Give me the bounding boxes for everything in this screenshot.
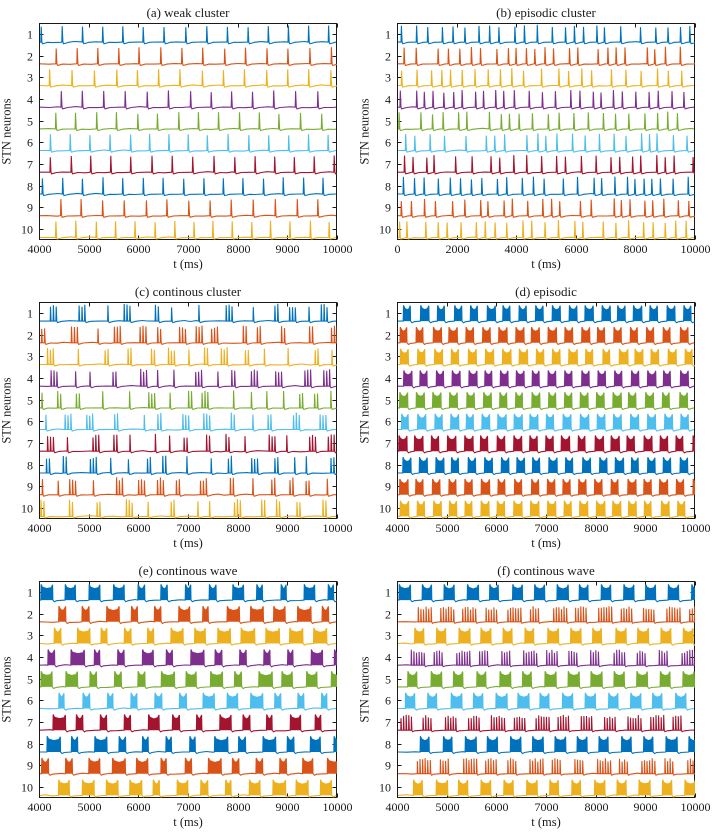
x-tick-label: 8000 xyxy=(623,242,648,256)
x-tick-label: 5000 xyxy=(77,521,102,535)
y-tick-label: 4 xyxy=(385,92,391,107)
panel-title: (b) episodic cluster xyxy=(496,5,596,20)
x-tick-label: 6000 xyxy=(126,521,151,535)
x-tick-label: 6000 xyxy=(484,800,509,814)
x-tick-label: 5000 xyxy=(77,800,102,814)
neuron-burst-fill-2 xyxy=(59,606,329,622)
y-tick-label: 5 xyxy=(27,672,33,687)
neuron-trace-5 xyxy=(40,112,336,130)
neuron-trace-1 xyxy=(40,304,336,323)
x-axis-label: t (ms) xyxy=(173,815,203,829)
plot-box xyxy=(40,24,337,240)
x-axis-label: t (ms) xyxy=(531,536,561,550)
neuron-burst-fill-9 xyxy=(400,479,701,495)
panel-c xyxy=(0,279,358,558)
x-tick-label: 8000 xyxy=(584,800,609,814)
panel-e xyxy=(0,558,358,837)
x-tick-label: 10000 xyxy=(322,800,353,814)
x-tick-label: 7000 xyxy=(534,521,559,535)
y-tick-label: 7 xyxy=(27,157,33,172)
y-tick-label: 10 xyxy=(379,501,391,516)
y-tick-label: 6 xyxy=(27,135,33,150)
neuron-trace-4 xyxy=(398,90,694,109)
y-tick-label: 1 xyxy=(27,585,33,600)
x-tick-label: 6000 xyxy=(484,521,509,535)
y-tick-label: 3 xyxy=(27,349,33,364)
y-tick-label: 2 xyxy=(27,607,33,622)
y-tick-label: 1 xyxy=(27,27,33,42)
neuron-trace-7 xyxy=(398,155,699,174)
x-tick-label: 10000 xyxy=(680,242,711,256)
y-axis-label: STN neurons xyxy=(358,98,372,165)
traces xyxy=(398,25,699,239)
y-tick-label: 3 xyxy=(385,70,391,85)
neuron-trace-9 xyxy=(40,758,345,775)
x-tick-label: 0 xyxy=(394,242,401,256)
y-tick-label: 6 xyxy=(385,414,391,429)
panel-title: (c) continous cluster xyxy=(134,284,242,299)
y-axis-label: STN neurons xyxy=(358,377,372,444)
y-tick-label: 3 xyxy=(27,628,33,643)
x-tick-label: 10000 xyxy=(680,521,711,535)
traces xyxy=(40,304,343,518)
panel-f xyxy=(358,558,716,837)
y-tick-label: 8 xyxy=(385,179,391,194)
neuron-trace-9 xyxy=(40,199,336,217)
panel-title: (d) episodic xyxy=(515,284,577,299)
axes xyxy=(398,24,696,240)
panel-cell-b xyxy=(358,0,716,279)
x-tick-label: 6000 xyxy=(564,242,589,256)
x-tick-label: 9000 xyxy=(275,800,300,814)
neuron-trace-7 xyxy=(40,156,340,174)
plot-box xyxy=(40,303,337,519)
neuron-trace-1 xyxy=(398,584,704,601)
neuron-trace-7 xyxy=(398,715,694,732)
x-tick-label: 7000 xyxy=(176,242,201,256)
y-tick-label: 7 xyxy=(27,436,33,451)
neuron-burst-fill-3 xyxy=(415,628,694,644)
neuron-burst-fill-10 xyxy=(58,780,331,796)
neuron-trace-10 xyxy=(398,220,694,239)
neuron-trace-2 xyxy=(40,47,338,65)
neuron-trace-8 xyxy=(40,456,340,475)
panel-cell-e xyxy=(0,558,358,838)
panel-cell-f xyxy=(358,558,716,838)
neuron-burst-fill-5 xyxy=(41,671,344,687)
neuron-burst-fill-6 xyxy=(401,414,688,430)
y-tick-label: 5 xyxy=(385,393,391,408)
x-axis-label: t (ms) xyxy=(173,257,203,271)
neuron-burst-fill-1 xyxy=(403,305,691,321)
neuron-burst-fill-6 xyxy=(405,693,686,709)
x-tick-label: 10000 xyxy=(322,242,353,256)
y-tick-label: 9 xyxy=(385,479,391,494)
y-tick-label: 2 xyxy=(385,607,391,622)
neuron-trace-4 xyxy=(40,369,336,388)
y-tick-label: 3 xyxy=(385,628,391,643)
y-tick-label: 1 xyxy=(385,306,391,321)
y-tick-label: 10 xyxy=(379,780,391,795)
y-tick-label: 8 xyxy=(27,737,33,752)
x-axis-label: t (ms) xyxy=(173,536,203,550)
neuron-burst-fill-8 xyxy=(420,736,698,752)
neuron-burst-fill-8 xyxy=(403,457,688,473)
x-tick-label: 5000 xyxy=(77,242,102,256)
y-tick-label: 2 xyxy=(27,49,33,64)
y-tick-label: 8 xyxy=(385,737,391,752)
y-tick-label: 1 xyxy=(385,585,391,600)
y-axis-label: STN neurons xyxy=(0,98,14,165)
x-tick-label: 6000 xyxy=(126,800,151,814)
x-tick-label: 7000 xyxy=(176,800,201,814)
y-axis-label: STN neurons xyxy=(0,656,14,723)
neuron-trace-3 xyxy=(398,349,696,366)
neuron-trace-9 xyxy=(398,198,695,217)
y-tick-label: 5 xyxy=(27,114,33,129)
neuron-trace-9 xyxy=(398,758,702,775)
y-tick-label: 4 xyxy=(385,650,391,665)
neuron-trace-8 xyxy=(40,177,336,195)
neuron-trace-2 xyxy=(398,606,706,623)
neuron-trace-3 xyxy=(40,347,338,366)
y-tick-label: 5 xyxy=(27,393,33,408)
neuron-trace-6 xyxy=(40,413,336,432)
x-axis-label: t (ms) xyxy=(531,815,561,829)
y-tick-label: 10 xyxy=(21,780,33,795)
neuron-trace-6 xyxy=(40,134,336,152)
panel-d xyxy=(358,279,716,558)
neuron-burst-fill-1 xyxy=(41,584,334,600)
traces xyxy=(40,584,350,797)
panel-title: (e) continous wave xyxy=(138,563,238,578)
y-tick-label: 3 xyxy=(385,349,391,364)
neuron-trace-9 xyxy=(40,477,336,496)
neuron-trace-5 xyxy=(40,391,337,410)
x-tick-label: 7000 xyxy=(176,521,201,535)
x-tick-label: 10000 xyxy=(322,521,353,535)
neuron-burst-fill-6 xyxy=(59,693,327,709)
x-tick-label: 5000 xyxy=(435,800,460,814)
y-tick-label: 1 xyxy=(385,27,391,42)
x-tick-label: 8000 xyxy=(226,521,251,535)
y-tick-label: 3 xyxy=(27,70,33,85)
x-tick-label: 4000 xyxy=(27,242,52,256)
traces xyxy=(398,305,705,518)
y-tick-label: 8 xyxy=(27,179,33,194)
neuron-burst-fill-5 xyxy=(400,392,688,408)
y-tick-label: 7 xyxy=(385,436,391,451)
neuron-burst-fill-7 xyxy=(53,715,321,731)
x-tick-label: 10000 xyxy=(680,800,711,814)
y-tick-label: 1 xyxy=(27,306,33,321)
y-tick-label: 4 xyxy=(27,650,33,665)
neuron-trace-7 xyxy=(40,434,340,453)
panel-title: (a) weak cluster xyxy=(146,5,230,20)
y-tick-label: 6 xyxy=(385,135,391,150)
neuron-trace-4 xyxy=(40,90,336,108)
traces xyxy=(40,26,340,240)
neuron-burst-fill-3 xyxy=(400,349,692,365)
neuron-burst-fill-4 xyxy=(404,371,689,387)
x-tick-label: 2000 xyxy=(445,242,470,256)
panel-title: (f) continous wave xyxy=(497,563,595,578)
neuron-trace-3 xyxy=(398,68,694,87)
y-tick-label: 9 xyxy=(385,200,391,215)
neuron-burst-fill-8 xyxy=(47,736,346,752)
x-tick-label: 4000 xyxy=(385,800,410,814)
y-tick-label: 8 xyxy=(27,458,33,473)
x-tick-label: 9000 xyxy=(633,521,658,535)
neuron-trace-5 xyxy=(398,112,694,131)
neuron-burst-fill-2 xyxy=(400,327,688,343)
panel-a xyxy=(0,0,358,279)
y-tick-label: 4 xyxy=(385,371,391,386)
y-tick-label: 9 xyxy=(385,758,391,773)
y-tick-label: 5 xyxy=(385,672,391,687)
neuron-trace-1 xyxy=(398,25,696,44)
y-tick-label: 6 xyxy=(27,414,33,429)
neuron-burst-fill-7 xyxy=(399,436,701,452)
y-tick-label: 5 xyxy=(385,114,391,129)
x-tick-label: 8000 xyxy=(584,521,609,535)
panel-cell-c xyxy=(0,279,358,558)
neuron-trace-2 xyxy=(40,326,343,345)
y-tick-label: 7 xyxy=(27,715,33,730)
neuron-burst-fill-10 xyxy=(413,780,695,796)
x-tick-label: 9000 xyxy=(633,800,658,814)
y-tick-label: 9 xyxy=(27,758,33,773)
x-tick-label: 6000 xyxy=(126,242,151,256)
y-tick-label: 2 xyxy=(385,49,391,64)
neuron-burst-fill-10 xyxy=(400,501,685,517)
x-tick-label: 4000 xyxy=(27,800,52,814)
x-tick-label: 8000 xyxy=(226,800,251,814)
y-tick-label: 4 xyxy=(27,371,33,386)
panel-cell-a xyxy=(0,0,358,279)
x-tick-label: 4000 xyxy=(27,521,52,535)
y-tick-label: 10 xyxy=(21,501,33,516)
neuron-trace-8 xyxy=(40,736,350,753)
y-tick-label: 9 xyxy=(27,200,33,215)
neuron-burst-fill-5 xyxy=(408,671,695,687)
neuron-trace-8 xyxy=(398,736,702,753)
y-tick-label: 6 xyxy=(27,693,33,708)
panel-b xyxy=(358,0,716,279)
x-tick-label: 8000 xyxy=(226,242,251,256)
x-tick-label: 9000 xyxy=(275,521,300,535)
x-tick-label: 5000 xyxy=(435,521,460,535)
plot-box xyxy=(398,24,695,240)
neuron-trace-3 xyxy=(40,69,337,87)
neuron-trace-1 xyxy=(40,26,336,44)
x-tick-label: 4000 xyxy=(385,521,410,535)
y-tick-label: 9 xyxy=(27,479,33,494)
x-tick-label: 4000 xyxy=(504,242,529,256)
neuron-burst-fill-3 xyxy=(54,628,327,644)
neuron-trace-2 xyxy=(398,47,697,66)
x-tick-label: 7000 xyxy=(534,800,559,814)
y-tick-label: 2 xyxy=(27,328,33,343)
neuron-trace-8 xyxy=(398,177,694,196)
y-axis-label: STN neurons xyxy=(0,377,14,444)
neuron-burst-fill-4 xyxy=(48,650,346,666)
y-tick-label: 10 xyxy=(21,222,33,237)
y-tick-label: 10 xyxy=(379,222,391,237)
y-tick-label: 7 xyxy=(385,715,391,730)
panel-cell-d xyxy=(358,279,716,558)
traces xyxy=(398,584,706,797)
y-tick-label: 2 xyxy=(385,328,391,343)
neuron-trace-6 xyxy=(398,133,694,152)
y-tick-label: 4 xyxy=(27,92,33,107)
neuron-trace-4 xyxy=(398,650,698,667)
y-tick-label: 6 xyxy=(385,693,391,708)
y-tick-label: 7 xyxy=(385,157,391,172)
x-axis-label: t (ms) xyxy=(531,257,561,271)
y-tick-label: 8 xyxy=(385,458,391,473)
x-tick-label: 9000 xyxy=(275,242,300,256)
y-axis-label: STN neurons xyxy=(358,656,372,723)
